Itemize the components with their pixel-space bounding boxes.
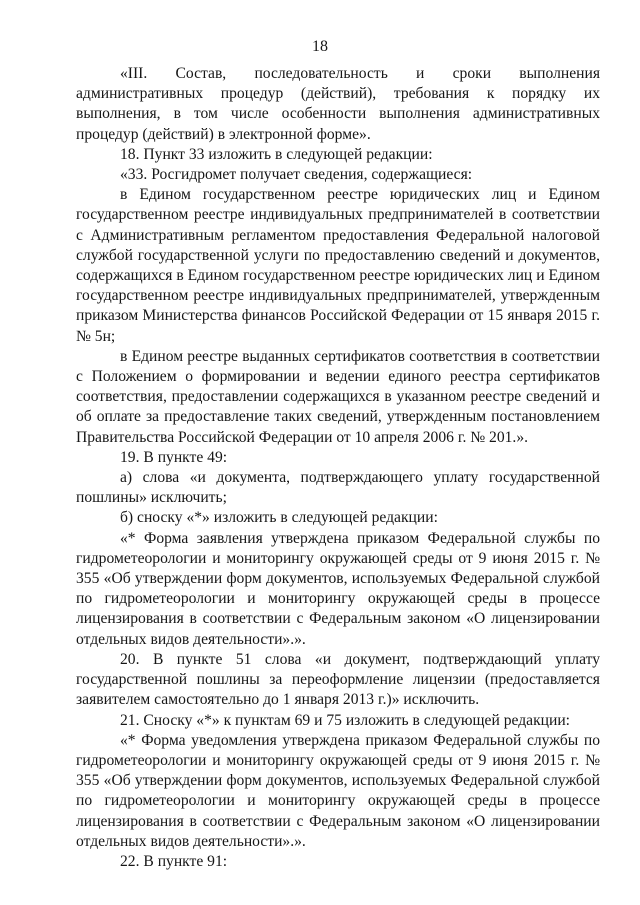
paragraph-footnote-notification-form: «* Форма уведомления утверждена приказом Федеральной службы по гидрометеорологии и мониторингу окружающей среды от 9 июня 2015 г. № 355 «Об утверждении форм документов, используемых Федеральной службой по гидрометеорологии и мониторингу окружающей среды в процессе лицензирования в соответствии с Федеральным законом «О лицензировании отдельных видов деятельности».». — [76, 731, 600, 850]
paragraph-section-title: «III. Состав, последовательность и сроки выполнения административных процедур (действий), требования к порядку их выполнения, в том числе особенности выполнения административных процедур (действий) в электронной форме». — [76, 65, 600, 143]
paragraph-item-20: 20. В пункте 51 слова «и документ, подтверждающий уплату государственной пошлины за переоформление лицензии (предоставляется заявителем самостоятельно до 1 января 2013 г.)» исключить. — [76, 650, 600, 709]
paragraph-certificates-registry: в Едином реестре выданных сертификатов соответствия в соответствии с Положением о формировании и ведении единого реестра сертификатов соответствия, предоставлении содержащихся в указанном реестре сведений и об оплате за предоставление таких сведений, утвержденным постановлением Правительства Российской Федерации от 10 апреля 2006 г. № 201.». — [76, 347, 600, 446]
document-body — [76, 64, 600, 872]
paragraph-item-19: 19. В пункте 49: — [120, 448, 228, 466]
paragraph-item-21: 21. Сноску «*» к пунктам 69 и 75 изложить в следующей редакции: — [120, 711, 571, 729]
paragraph-item-19-b: б) сноску «*» изложить в следующей редакции: — [120, 509, 438, 527]
paragraph-item-33-intro: «33. Росгидромет получает сведения, содержащиеся: — [120, 166, 473, 184]
paragraph-item-22: 22. В пункте 91: — [120, 852, 228, 870]
paragraph-item-19-a: а) слова «и документа, подтверждающего уплату государственной пошлины» исключить; — [76, 469, 600, 507]
paragraph-item-18: 18. Пункт 33 изложить в следующей редакции: — [120, 145, 433, 163]
paragraph-footnote-application-form: «* Форма заявления утверждена приказом Федеральной службы по гидрометеорологии и мониторингу окружающей среды от 9 июня 2015 г. № 355 «Об утверждении форм документов, используемых Федеральной службой по гидрометеорологии и мониторингу окружающей среды в процессе лицензирования в соответствии с Федеральным законом «О лицензировании отдельных видов деятельности».». — [76, 529, 600, 648]
page-number: 18 — [312, 38, 328, 55]
paragraph-egrul-egrip: в Едином государственном реестре юридических лиц и Едином государственном реестре индивидуальных предпринимателей в соответствии с Административным регламентом предоставления Федеральной налоговой службой государственной услуги по предоставлению сведений и документов, содержащихся в Едином государственном реестре юридических лиц и Едином государственном реестре индивидуальных предпринимателей, утвержденным приказом Министерства финансов Российской Федерации от 15 января 2015 г. № 5н; — [76, 186, 600, 345]
